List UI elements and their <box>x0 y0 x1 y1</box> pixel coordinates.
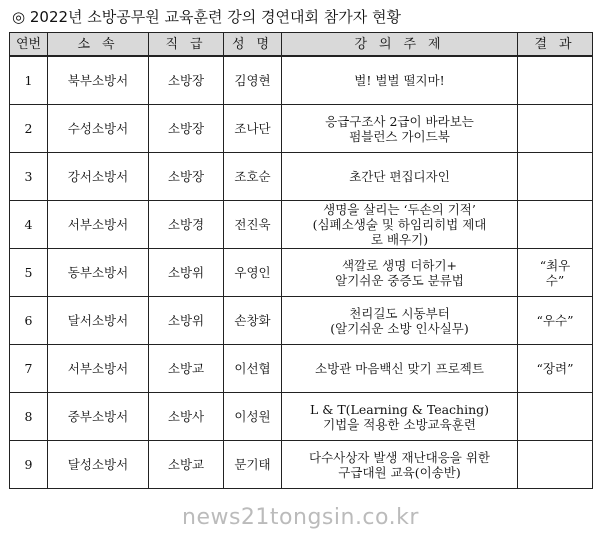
cell-no: 8 <box>10 393 48 441</box>
cell-result: “장려” <box>518 345 593 393</box>
watermark-text: news21tongsin.co.kr <box>182 505 419 530</box>
cell-name: 우영인 <box>224 249 282 297</box>
cell-result <box>518 441 593 489</box>
header-result: 결 과 <box>518 33 593 57</box>
table-row <box>10 105 593 153</box>
header-rank: 직 급 <box>149 33 224 57</box>
cell-topic: 색깔로 생명 더하기+ 알기쉬운 중증도 분류법 <box>282 249 518 297</box>
cell-name: 이선협 <box>224 345 282 393</box>
table-row <box>10 441 593 489</box>
cell-name: 조호순 <box>224 153 282 201</box>
cell-dept: 북부소방서 <box>48 56 149 105</box>
cell-name: 전진욱 <box>224 201 282 249</box>
cell-no: 4 <box>10 201 48 249</box>
table-row <box>10 56 593 105</box>
cell-topic: 천리길도 시동부터 (알기쉬운 소방 인사실무) <box>282 297 518 345</box>
cell-name: 손창화 <box>224 297 282 345</box>
cell-name: 김영현 <box>224 56 282 105</box>
cell-topic: 다수사상자 발생 재난대응을 위한 구급대원 교육(이송반) <box>282 441 518 489</box>
page-title: ◎ 2022년 소방공무원 교육훈련 강의 경연대회 참가자 현황 <box>12 8 401 26</box>
cell-topic: 응급구조사 2급이 바라보는 펌블런스 가이드북 <box>282 105 518 153</box>
cell-result: “우수” <box>518 297 593 345</box>
cell-result <box>518 153 593 201</box>
cell-result <box>518 105 593 153</box>
cell-name: 이성원 <box>224 393 282 441</box>
cell-rank: 소방교 <box>149 441 224 489</box>
cell-no: 7 <box>10 345 48 393</box>
cell-no: 6 <box>10 297 48 345</box>
table-header-row <box>10 33 593 57</box>
cell-topic: 초간단 편집디자인 <box>282 153 518 201</box>
cell-topic: L & T(Learning & Teaching) 기법을 적용한 소방교육훈련 <box>282 393 518 441</box>
cell-no: 3 <box>10 153 48 201</box>
cell-dept: 달서소방서 <box>48 297 149 345</box>
cell-dept: 서부소방서 <box>48 345 149 393</box>
cell-rank: 소방위 <box>149 249 224 297</box>
table-row <box>10 297 593 345</box>
cell-rank: 소방장 <box>149 56 224 105</box>
cell-rank: 소방장 <box>149 153 224 201</box>
table-row <box>10 201 593 249</box>
cell-topic: 생명을 살리는 ‘두손의 기적’ (심폐소생술 및 하임리히법 제대 로 배우기) <box>282 201 518 249</box>
cell-result <box>518 56 593 105</box>
cell-rank: 소방사 <box>149 393 224 441</box>
cell-rank: 소방경 <box>149 201 224 249</box>
cell-result: “최우 수” <box>518 249 593 297</box>
cell-name: 문기태 <box>224 441 282 489</box>
cell-dept: 수성소방서 <box>48 105 149 153</box>
table-row <box>10 153 593 201</box>
cell-result <box>518 201 593 249</box>
table-row <box>10 249 593 297</box>
cell-no: 1 <box>10 56 48 105</box>
cell-result <box>518 393 593 441</box>
header-name: 성 명 <box>224 33 282 57</box>
cell-dept: 서부소방서 <box>48 201 149 249</box>
cell-rank: 소방장 <box>149 105 224 153</box>
header-no: 연번 <box>10 33 48 57</box>
cell-rank: 소방교 <box>149 345 224 393</box>
participants-table <box>9 32 593 489</box>
cell-no: 2 <box>10 105 48 153</box>
cell-dept: 강서소방서 <box>48 153 149 201</box>
cell-rank: 소방위 <box>149 297 224 345</box>
cell-no: 5 <box>10 249 48 297</box>
cell-topic: 소방관 마음백신 맞기 프로젝트 <box>282 345 518 393</box>
cell-no: 9 <box>10 441 48 489</box>
cell-dept: 중부소방서 <box>48 393 149 441</box>
header-dept: 소 속 <box>48 33 149 57</box>
cell-dept: 달성소방서 <box>48 441 149 489</box>
table-row <box>10 345 593 393</box>
table-row <box>10 393 593 441</box>
cell-dept: 동부소방서 <box>48 249 149 297</box>
cell-name: 조나단 <box>224 105 282 153</box>
header-topic: 강 의 주 제 <box>282 33 518 57</box>
cell-topic: 벌! 벌벌 떨지마! <box>282 56 518 105</box>
